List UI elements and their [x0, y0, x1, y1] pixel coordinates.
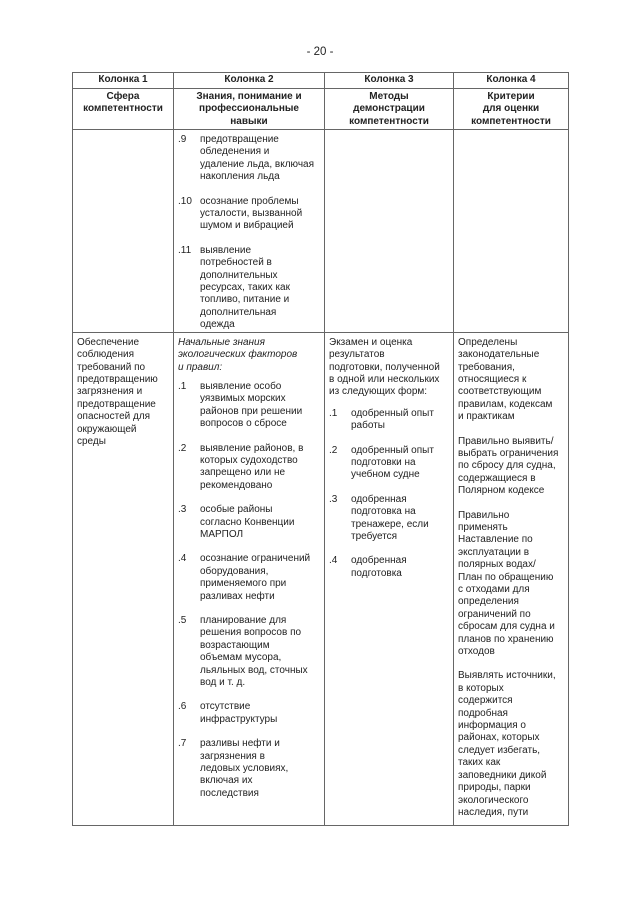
item-number: .5	[178, 615, 187, 626]
criteria-paragraph: Определены законодательные требования, относящиеся к соответствующим правилам, кодексам и практикам	[458, 336, 553, 423]
item-text: одобренный опыт работы	[351, 407, 434, 432]
column-header-2: Колонка 2	[174, 73, 325, 89]
item-text: разливы нефти и загрязнения в ледовых условиях, включая их последствия	[200, 738, 289, 799]
table-cell	[73, 332, 174, 825]
column-header-1: Колонка 1	[73, 73, 174, 89]
item-text: одобренный опыт подготовки на учебном судне	[351, 444, 434, 481]
subheader-competence-area: Сфера компетентности	[83, 91, 163, 115]
item-number: .4	[178, 553, 187, 565]
competence-table	[72, 72, 569, 826]
methods-intro: Экзамен и оценка результатов подготовки, полученной в одной или нескольких из следующих форм:	[329, 336, 440, 398]
list-item	[178, 443, 320, 493]
item-number: .7	[178, 738, 187, 750]
item-text: выявление особо уязвимых морских районов при решении вопросов о сбросе	[200, 380, 303, 430]
item-text: особые районы согласно Конвенции МАРПОЛ	[200, 504, 295, 540]
item-number: .1	[178, 380, 187, 392]
list-item	[329, 555, 449, 580]
table-cell	[325, 130, 454, 333]
table-cell	[73, 130, 174, 333]
list-item	[178, 381, 320, 431]
page-number: - 20 -	[306, 46, 334, 58]
subheader-methods: Методы демонстрации компетентности	[349, 91, 429, 127]
item-number: .2	[178, 442, 187, 454]
criteria-paragraph: Выявлять источники, в которых содержится подробная информация о районах, которых следует избегать, таких как заповедники дикой природы, парки экологического наследия, пути	[458, 670, 556, 818]
list-item	[178, 134, 320, 184]
item-number: .6	[178, 701, 187, 713]
item-text: отсутствие инфраструктуры	[200, 701, 278, 725]
item-text: осознание проблемы усталости, вызванной шумом и вибрацией	[200, 195, 303, 232]
table-cell	[174, 332, 325, 825]
list-item	[329, 494, 449, 544]
list-item	[178, 615, 320, 689]
table-cell	[174, 130, 325, 333]
list-item	[178, 738, 320, 800]
competence-area-text: Обеспечение соблюдения требований по предотвращению загрязнения и предотвращение опасностей для окружающей среды	[77, 336, 158, 447]
item-number: .3	[329, 493, 338, 505]
item-text: выявление потребностей в дополнительных ресурсах, таких как топливо, питание и дополнительная одежда	[200, 244, 290, 331]
list-item	[178, 553, 320, 603]
subheader-criteria: Критерии для оценки компетентности	[471, 91, 551, 127]
column-header-4: Колонка 4	[454, 73, 569, 89]
item-text: осознание ограничений оборудования, применяемого при разливах нефти	[200, 553, 311, 602]
list-item	[178, 701, 320, 726]
knowledge-intro: Начальные знания экологических факторов и правил:	[178, 336, 298, 373]
item-number: .2	[329, 444, 338, 456]
list-item	[178, 245, 320, 332]
item-text: планирование для решения вопросов по возрастающим объемам мусора, льяльных вод, сточных вод и т. д.	[200, 615, 308, 689]
item-number: .4	[329, 555, 338, 567]
list-item	[178, 504, 320, 541]
list-item	[329, 445, 449, 482]
item-text: выявление районов, в которых судоходство запрещено или не рекомендовано	[200, 442, 304, 491]
list-item	[178, 196, 320, 233]
subheader-knowledge: Знания, понимание и профессиональные навыки	[196, 91, 302, 127]
subheader-row	[73, 89, 569, 130]
criteria-paragraph: Правильно выявить/ выбрать ограничения по сбросу для судна, содержащиеся в Полярном кодексе	[458, 435, 559, 497]
item-number: .1	[329, 407, 338, 419]
table-cell	[454, 332, 569, 825]
item-number: .9	[178, 134, 187, 145]
item-number: .3	[178, 504, 187, 516]
item-number: .11	[178, 244, 192, 256]
list-item	[329, 408, 449, 433]
item-text: одобренная подготовка	[351, 555, 407, 579]
table-row	[73, 130, 569, 333]
item-number: .10	[178, 195, 192, 207]
table-row	[73, 332, 569, 825]
item-text: одобренная подготовка на тренажере, если требуется	[351, 493, 429, 542]
item-text: предотвращение обледенения и удаление льда, включая накопления льда	[200, 134, 315, 183]
column-header-3: Колонка 3	[325, 73, 454, 89]
column-header-row	[73, 73, 569, 89]
criteria-paragraph: Правильно применять Наставление по эксплуатации в полярных водах/ План по обращению с отходами для определения ограничений по сбросам для судна и планов по хранению отходов	[458, 509, 555, 658]
table-cell	[325, 332, 454, 825]
table-cell	[454, 130, 569, 333]
